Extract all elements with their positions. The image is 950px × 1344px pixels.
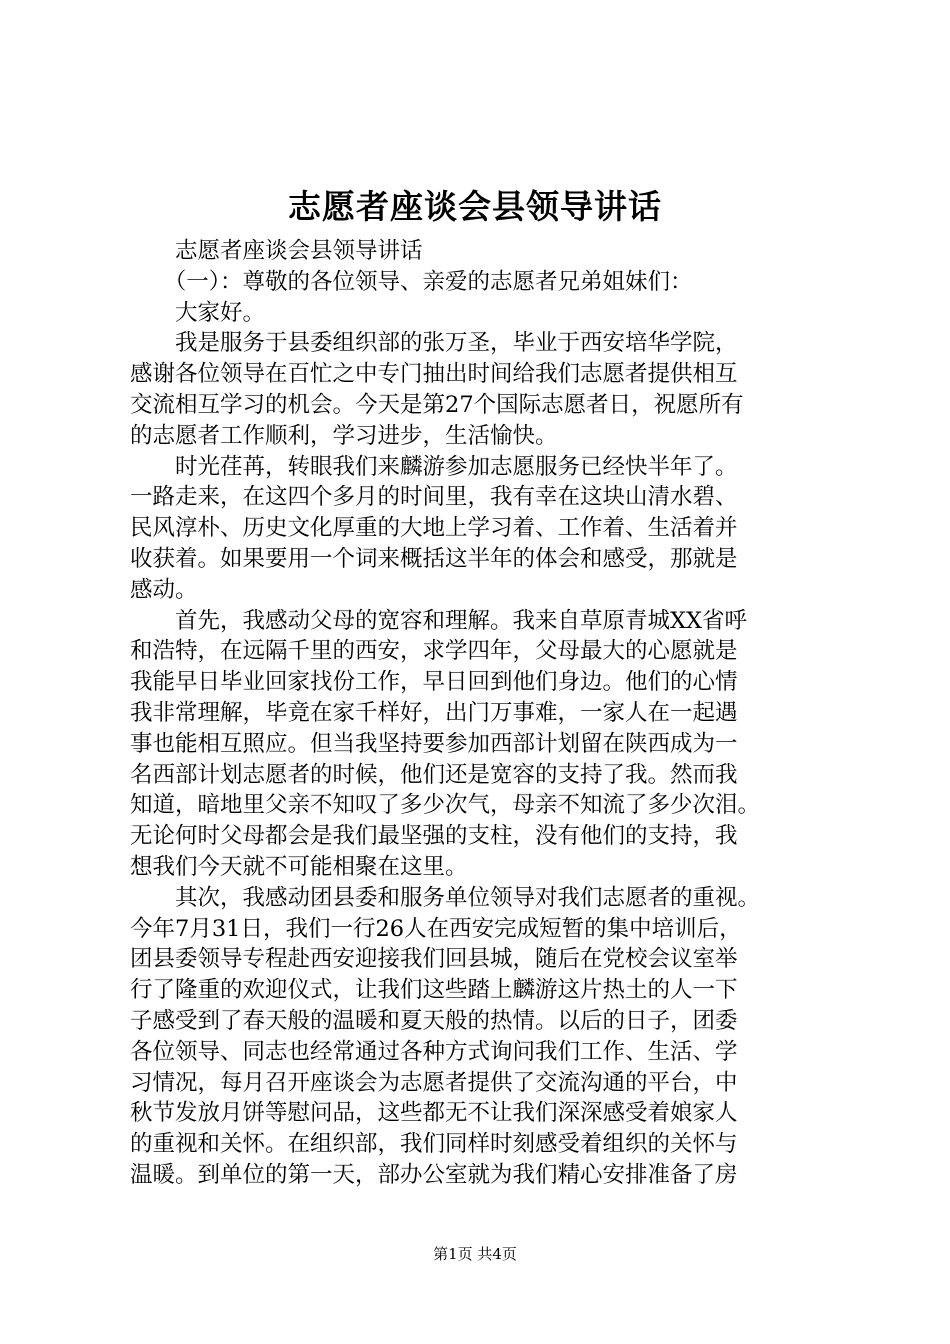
body-line: 各位领导、同志也经常通过各种方式询问我们工作、生活、学 <box>130 1038 738 1065</box>
body-line: 志愿者座谈会县领导讲话 <box>130 238 423 264</box>
body-line: 大家好。 <box>130 299 266 326</box>
page-footer: 第1页 共4页 <box>433 1245 517 1263</box>
body-line: 交流相互学习的机会。今天是第27个国际志愿者日，祝愿所有 <box>130 391 744 418</box>
body-line: 无论何时父母都会是我们最坚强的支柱，没有他们的支持，我 <box>130 823 738 850</box>
body-line: 温暖。到单位的第一天，部办公室就为我们精心安排准备了房 <box>130 1161 738 1188</box>
body-line: 子感受到了春天般的温暖和夏天般的热情。以后的日子，团委 <box>130 1007 738 1034</box>
body-line: （一）：尊敬的各位领导、亲爱的志愿者兄弟姐妹们： <box>130 268 693 295</box>
body-line: 我非常理解，毕竟在家千样好，出门万事难，一家人在一起遇 <box>130 699 738 726</box>
body-line: 感谢各位领导在百忙之中专门抽出时间给我们志愿者提供相互 <box>130 361 738 388</box>
body-line: 我是服务于县委组织部的张万圣，毕业于西安培华学院， <box>130 330 738 357</box>
body-line: 我能早日毕业回家找份工作，早日回到他们身边。他们的心情 <box>130 669 738 696</box>
body-line: 一路走来，在这四个多月的时间里，我有幸在这块山清水碧、 <box>130 484 738 511</box>
document-body <box>130 236 830 1191</box>
body-line: 习情况，每月召开座谈会为志愿者提供了交流沟通的平台，中 <box>130 1069 738 1096</box>
document-title: 志愿者座谈会县领导讲话 <box>288 187 662 226</box>
body-line: 的重视和关怀。在组织部，我们同样时刻感受着组织的关怀与 <box>130 1131 738 1158</box>
body-line: 其次，我感动团县委和服务单位领导对我们志愿者的重视。 <box>130 884 761 911</box>
body-line: 时光荏苒，转眼我们来麟游参加志愿服务已经快半年了。 <box>130 453 738 480</box>
body-line: 收获着。如果要用一个词来概括这半年的体会和感受，那就是 <box>130 545 738 572</box>
body-line: 今年7月31日，我们一行26人在西安完成短暂的集中培训后， <box>130 915 742 942</box>
body-line: 行了隆重的欢迎仪式，让我们这些踏上麟游这片热土的人一下 <box>130 977 738 1004</box>
body-line: 想我们今天就不可能相聚在这里。 <box>130 853 468 880</box>
body-line: 团县委领导专程赴西安迎接我们回县城，随后在党校会议室举 <box>130 946 738 973</box>
body-line: 名西部计划志愿者的时候，他们还是宽容的支持了我。然而我 <box>130 761 738 788</box>
body-line: 感动。 <box>130 576 198 603</box>
body-line: 和浩特，在远隔千里的西安，求学四年，父母最大的心愿就是 <box>130 638 738 665</box>
body-line: 知道，暗地里父亲不知叹了多少次气，母亲不知流了多少次泪。 <box>130 792 761 819</box>
body-line: 的志愿者工作顺利，学习进步，生活愉快。 <box>130 422 558 449</box>
body-line: 首先，我感动父母的宽容和理解。我来自草原青城XX省呼 <box>130 607 748 634</box>
body-line: 民风淳朴、历史文化厚重的大地上学习着、工作着、生活着并 <box>130 515 738 542</box>
body-line: 秋节发放月饼等慰问品，这些都无不让我们深深感受着娘家人 <box>130 1100 738 1127</box>
body-line: 事也能相互照应。但当我坚持要参加西部计划留在陕西成为一 <box>130 730 738 757</box>
